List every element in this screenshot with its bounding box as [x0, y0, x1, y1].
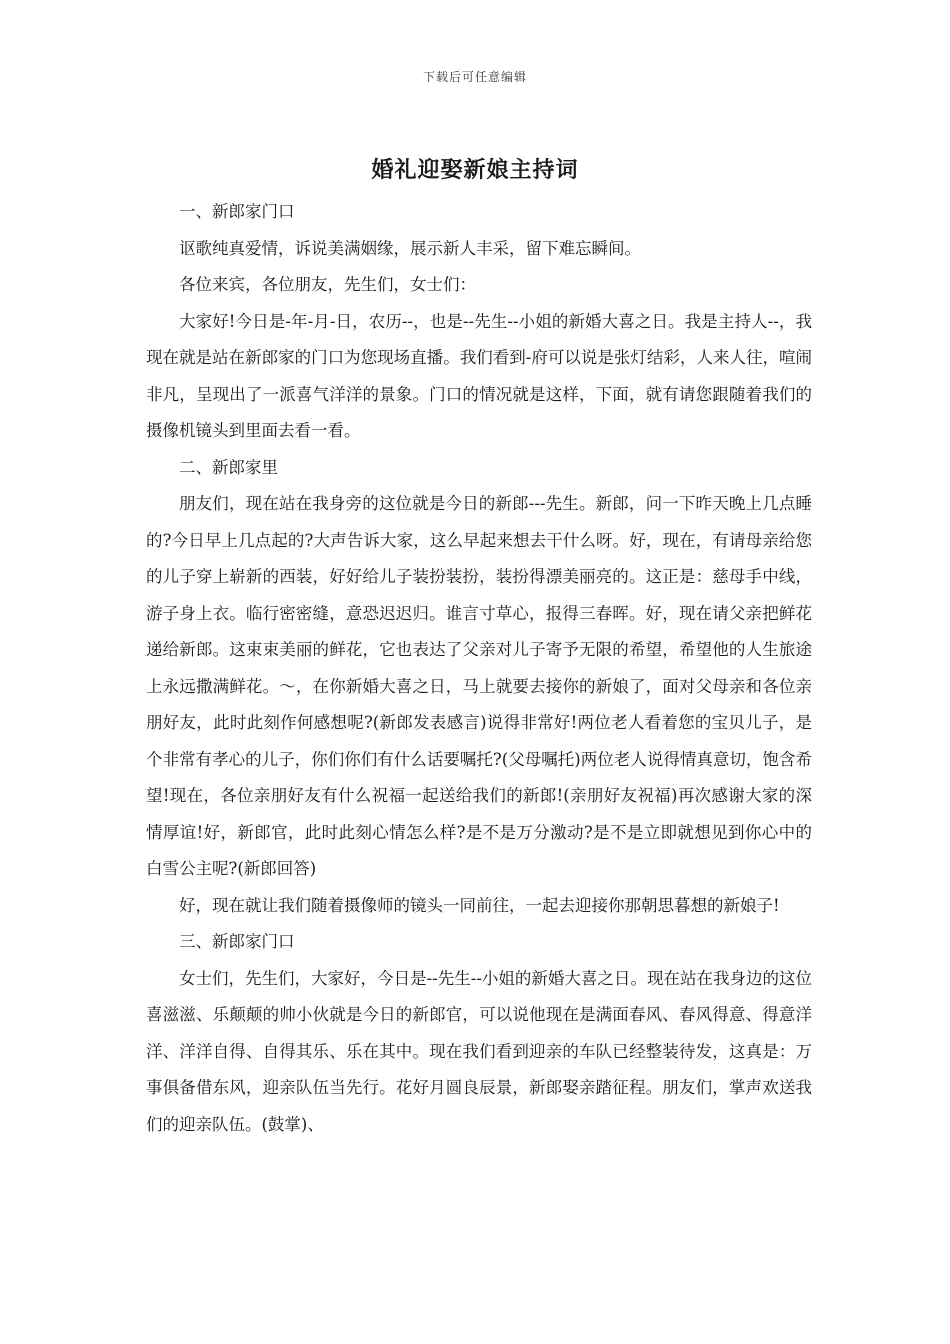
section-heading-2: 二、新郎家里: [179, 457, 278, 477]
paragraph-intro: 讴歌纯真爱情，诉说美满姻缘，展示新人丰采，留下难忘瞬间。: [179, 238, 641, 258]
paragraph-convoy: 女士们，先生们，大家好，今日是--先生--小姐的新婚大喜之日。现在站在我身边的这位喜滋滋、乐颠颠的帅小伙就是今日的新郎官，可以说他现在是满面春风、春风得意、得意洋洋、洋洋自得、自得其乐、乐在其中。现在我们看到迎亲的车队已经整装待发，这真是：万事俱备借东风，迎亲队伍当先行。花好月圆良辰景，新郎娶亲踏征程。朋友们，掌声欢送我们的迎亲队伍。(鼓掌)、: [146, 968, 812, 1134]
document-title: 婚礼迎娶新娘主持词: [371, 157, 579, 183]
paragraph-greeting: 各位来宾，各位朋友，先生们，女士们：: [179, 275, 476, 294]
section-heading-3: 三、新郎家门口: [179, 932, 295, 951]
page-header-note: 下载后可任意编辑: [422, 70, 527, 84]
document-body: [146, 194, 812, 1143]
paragraph-groom-home: 朋友们，现在站在我身旁的这位就是今日的新郎---先生。新郎，问一下昨天晚上几点睡的?今日早上几点起的?大声告诉大家，这么早起来想去干什么呀。好，现在，有请母亲给您的儿子穿上崭新的西装，好好给儿子装扮装扮，装扮得漂美丽亮的。这正是：慈母手中线，游子身上衣。临行密密缝，意恐迟迟归。谁言寸草心，报得三春晖。好，现在请父亲把鲜花递给新郎。这束束美丽的鲜花，它也表达了父亲对儿子寄予无限的希望，希望他的人生旅途上永远撒满鲜花。～，在你新婚大喜之日，马上就要去接你的新娘了，面对父母亲和各位亲朋好友，此时此刻作何感想呢?(新郎发表感言)说得非常好!两位老人看着您的宝贝儿子，是个非常有孝心的儿子，你们你们有什么话要嘱托?(父母嘱托)两位老人说得情真意切，饱含希望!现在，各位亲朋好友有什么祝福一起送给我们的新郎!(亲朋好友祝福)再次感谢大家的深情厚谊!好，新郎官，此时此刻心情怎么样?是不是万分激动?是不是立即就想见到你心中的白雪公主呢?(新郎回答): [146, 494, 812, 878]
paragraph-departure: 好，现在就让我们随着摄像师的镜头一同前往，一起去迎接你那朝思暮想的新娘子!: [179, 895, 780, 915]
section-heading-1: 一、新郎家门口: [179, 202, 295, 221]
paragraph-opening: 大家好!今日是-年-月-日，农历--，也是--先生--小姐的新婚大喜之日。我是主持人--，我现在就是站在新郎家的门口为您现场直播。我们看到-府可以说是张灯结彩，人来人往，喧闹非凡，呈现出了一派喜气洋洋的景象。门口的情况就是这样，下面，就有请您跟随着我们的摄像机镜头到里面去看一看。: [146, 311, 812, 440]
